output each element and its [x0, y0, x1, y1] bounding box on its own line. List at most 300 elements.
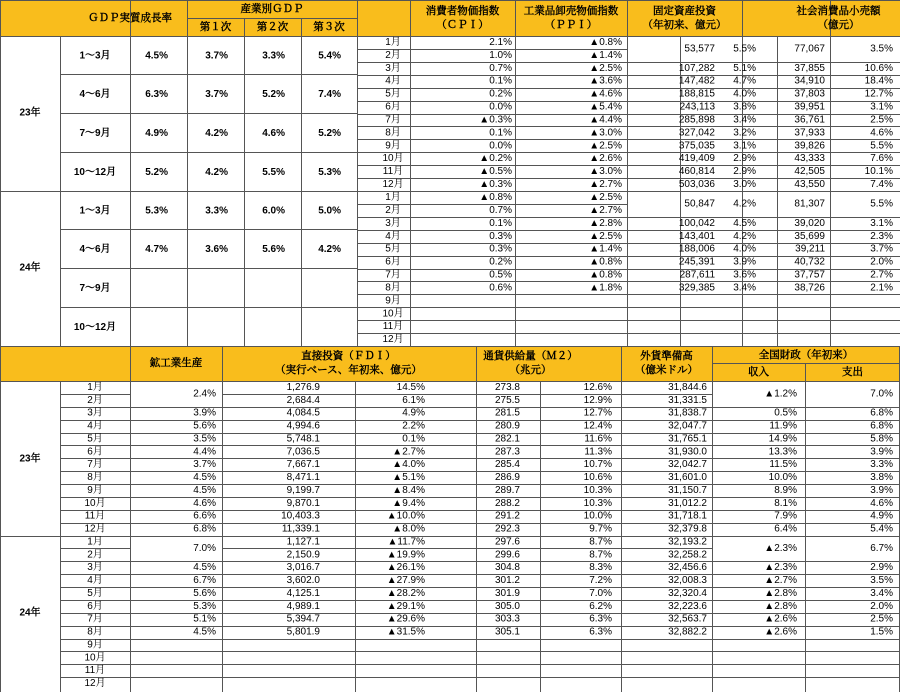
fdi-value: 4,084.5: [286, 407, 320, 419]
money-supply-value: 285.4: [494, 459, 520, 471]
retail-sales-header: 社会消費品小売額: [796, 5, 881, 17]
fixed-asset-investment-value: 503,036: [678, 179, 715, 191]
fx-reserves-value: 31,718.1: [668, 510, 707, 522]
ppi-value: ▲2.6%: [589, 153, 622, 165]
tertiary-industry-header: 第３次: [313, 21, 345, 33]
cpi-value: 0.5%: [489, 269, 512, 281]
retail-sales-growth: 3.5%: [870, 43, 893, 55]
fixed-asset-investment-growth: 4.0%: [733, 243, 756, 255]
retail-sales-growth: 7.6%: [870, 153, 893, 165]
primary-industry-header: 第１次: [199, 21, 232, 33]
quarter-label: 4～6月: [79, 89, 111, 100]
retail-sales-growth: 12.7%: [864, 88, 893, 100]
expenditure-header: 支出: [842, 366, 863, 378]
month-label: 3月: [87, 407, 103, 419]
money-supply-growth: 12.4%: [583, 420, 612, 432]
fx-reserves-header: 外貨準備高: [640, 350, 693, 362]
cpi-value: 0.1%: [489, 127, 512, 139]
retail-sales-growth: 2.3%: [870, 230, 893, 242]
fixed-asset-investment-value: 188,815: [678, 88, 715, 100]
expenditure-value: 6.7%: [870, 542, 893, 554]
secondary-industry-header: 第２次: [256, 21, 289, 33]
ppi-value: ▲4.4%: [589, 114, 622, 126]
industrial-production-value: 4.5%: [193, 484, 216, 496]
industrial-production-value: 6.8%: [193, 523, 216, 535]
month-label: 6月: [385, 256, 401, 268]
month-label: 4月: [385, 230, 401, 242]
expenditure-value: 5.4%: [870, 523, 893, 535]
fdi-value: 4,989.1: [286, 600, 320, 612]
fx-reserves-value: 32,563.7: [668, 613, 707, 625]
expenditure-value: 2.9%: [870, 562, 893, 574]
cpi-value: ▲0.5%: [479, 166, 512, 178]
retail-sales-value: 37,855: [794, 62, 825, 74]
industrial-production-value: 5.3%: [193, 600, 216, 612]
retail-sales-value: 39,211: [795, 243, 825, 255]
month-label: 7月: [385, 114, 401, 126]
money-supply-value: 280.9: [494, 420, 520, 432]
month-label: 1月: [87, 536, 103, 548]
fdi-value: 9,870.1: [286, 497, 320, 509]
month-label: 7月: [385, 269, 401, 281]
money-supply-growth: 12.6%: [583, 381, 612, 393]
month-label: 7月: [87, 459, 103, 471]
money-supply-growth: 10.7%: [583, 459, 612, 471]
month-label: 1月: [87, 381, 103, 393]
revenue-value: 6.4%: [774, 523, 797, 535]
fdi-value: 5,801.9: [286, 626, 320, 638]
month-label: 8月: [87, 626, 103, 638]
ppi-value: ▲1.8%: [589, 282, 622, 294]
ppi-value: ▲1.4%: [589, 49, 622, 61]
revenue-value: ▲2.7%: [764, 575, 797, 587]
expenditure-value: 7.0%: [870, 388, 893, 400]
retail-sales-value: 37,803: [794, 88, 825, 100]
fdi-growth: ▲8.0%: [392, 523, 425, 535]
month-label: 6月: [87, 600, 103, 612]
retail-sales-value: 40,732: [794, 256, 825, 268]
money-supply-growth: 6.3%: [589, 626, 612, 638]
fdi-value: 11,339.1: [281, 523, 320, 535]
fixed-asset-investment-value: 188,006: [678, 243, 715, 255]
fdi-value: 10,403.3: [281, 510, 320, 522]
fdi-value: 2,684.4: [286, 394, 320, 406]
industrial-production-value: 5.6%: [193, 420, 216, 432]
retail-sales-growth: 5.5%: [870, 198, 893, 210]
money-supply-growth: 7.0%: [589, 587, 612, 599]
fdi-growth: ▲8.4%: [392, 484, 425, 496]
fx-reserves-value: 32,379.8: [668, 523, 707, 535]
retail-sales-growth: 3.7%: [870, 243, 893, 255]
retail-sales-value: 37,933: [794, 127, 825, 139]
money-supply-growth: 6.2%: [589, 600, 612, 612]
fx-reserves-value: 31,765.1: [668, 433, 707, 445]
retail-sales-value: 39,951: [794, 101, 825, 113]
fdi-growth: 6.1%: [402, 394, 425, 406]
cpi-value: ▲0.3%: [479, 114, 512, 126]
fixed-asset-investment-value: 53,577: [684, 43, 715, 55]
fx-reserves-value: 31,331.5: [668, 394, 707, 406]
money-supply-growth: 9.7%: [589, 523, 612, 535]
cpi-value: 0.7%: [489, 62, 512, 74]
fdi-growth: ▲19.9%: [386, 549, 425, 561]
retail-sales-value: 77,067: [794, 43, 825, 55]
year-label-2023: 23年: [19, 453, 41, 465]
month-label: 12月: [382, 334, 404, 346]
retail-sales-value: 81,307: [794, 198, 825, 210]
quarter-label: 10～12月: [73, 167, 117, 178]
fx-reserves-value: 32,223.6: [668, 600, 707, 612]
money-supply-value: 273.8: [494, 381, 520, 393]
money-supply-value: 304.8: [494, 562, 520, 574]
money-supply-growth: 7.2%: [589, 575, 612, 587]
fdi-value: 7,036.5: [286, 446, 320, 458]
expenditure-value: 3.3%: [870, 459, 893, 471]
expenditure-value: 3.4%: [870, 587, 893, 599]
ppi-value: ▲5.4%: [589, 101, 622, 113]
ppi-value: ▲2.8%: [589, 217, 622, 229]
fdi-growth: ▲5.1%: [392, 472, 425, 484]
month-label: 1月: [385, 192, 401, 203]
fdi-growth: ▲2.7%: [392, 446, 425, 458]
fdi-header-sub: （実行ベース、年初来、億元）: [275, 364, 422, 376]
primary-industry-value: 4.2%: [205, 167, 228, 178]
fdi-growth: ▲9.4%: [392, 497, 425, 509]
month-label: 6月: [87, 446, 103, 458]
retail-sales-value: 38,726: [794, 282, 825, 294]
ppi-value: ▲2.5%: [589, 192, 622, 203]
expenditure-value: 6.8%: [870, 407, 893, 419]
money-supply-growth: 6.3%: [589, 613, 612, 625]
fdi-value: 1,276.9: [286, 381, 320, 393]
fx-reserves-value: 31,838.7: [668, 407, 707, 419]
month-label: 7月: [87, 613, 103, 625]
month-label: 11月: [382, 321, 404, 333]
retail-sales-value: 37,757: [794, 269, 825, 281]
year-label-2024: 24年: [19, 262, 41, 274]
money-supply-value: 288.2: [494, 497, 520, 509]
retail-sales-value: 36,761: [794, 114, 825, 126]
money-supply-value: 301.9: [494, 587, 520, 599]
national-finance-header: 全国財政（年初来）: [758, 349, 854, 361]
retail-sales-value: 39,826: [794, 140, 825, 152]
expenditure-value: 4.9%: [870, 510, 893, 522]
month-label: 5月: [87, 587, 103, 599]
fixed-asset-investment-growth: 3.8%: [733, 101, 756, 113]
retail-sales-growth: 4.6%: [870, 127, 893, 139]
fdi-growth: 0.1%: [402, 433, 425, 445]
month-label: 3月: [87, 562, 103, 574]
money-supply-value: 282.1: [494, 433, 520, 445]
fixed-asset-investment-growth: 4.0%: [733, 88, 756, 100]
cpi-value: 0.3%: [489, 230, 512, 242]
tertiary-industry-value: 5.0%: [318, 205, 341, 217]
fdi-header: 直接投資（ＦＤＩ）: [301, 350, 396, 362]
industrial-production-header: 鉱工業生産: [149, 357, 203, 369]
month-label: 10月: [382, 308, 404, 320]
primary-industry-value: 3.6%: [205, 244, 228, 255]
gdp-growth-value: 4.9%: [145, 128, 168, 139]
fx-reserves-value: 32,042.7: [668, 459, 707, 471]
industrial-production-value: 6.7%: [193, 575, 216, 587]
fixed-asset-investment-growth: 3.9%: [733, 256, 756, 268]
fdi-value: 2,150.9: [286, 549, 320, 561]
month-label: 12月: [84, 678, 106, 690]
retail-sales-growth: 10.1%: [864, 166, 893, 178]
quarter-label: 1～3月: [79, 50, 111, 62]
tertiary-industry-value: 7.4%: [318, 89, 341, 100]
cpi-header: 消費者物価指数: [425, 5, 500, 17]
ppi-value: ▲0.8%: [589, 256, 622, 268]
expenditure-value: 5.8%: [870, 433, 893, 445]
industrial-production-value: 6.6%: [193, 510, 216, 522]
revenue-value: ▲2.8%: [764, 600, 797, 612]
money-supply-value: 305.1: [494, 626, 520, 638]
revenue-value: ▲2.8%: [764, 587, 797, 599]
fdi-value: 3,602.0: [286, 575, 320, 587]
retail-sales-growth: 3.1%: [870, 217, 893, 229]
expenditure-value: 6.8%: [870, 420, 893, 432]
gdp-growth-value: 4.5%: [145, 50, 168, 62]
fixed-asset-investment-value: 327,042: [678, 127, 715, 139]
fx-reserves-value: 31,844.6: [668, 381, 707, 393]
fixed-asset-investment-value: 375,035: [678, 140, 715, 152]
month-label: 11月: [382, 166, 404, 178]
ppi-value: ▲3.0%: [589, 127, 622, 139]
expenditure-value: 3.8%: [870, 472, 893, 484]
retail-sales-value: 35,699: [794, 230, 825, 242]
fixed-asset-investment-growth: 3.6%: [733, 269, 756, 281]
month-label: 12月: [84, 523, 106, 535]
month-label: 3月: [385, 217, 401, 229]
money-supply-growth: 10.3%: [583, 484, 612, 496]
fdi-value: 8,471.1: [286, 472, 320, 484]
year-label-2024: 24年: [19, 607, 41, 619]
fx-reserves-value: 32,008.3: [668, 575, 707, 587]
fx-reserves-value: 31,150.7: [668, 484, 707, 496]
month-label: 8月: [385, 282, 401, 294]
fx-reserves-value: 31,601.0: [668, 472, 707, 484]
secondary-industry-value: 4.6%: [262, 128, 285, 139]
primary-industry-value: 4.2%: [205, 128, 228, 139]
revenue-value: 7.9%: [774, 510, 797, 522]
fixed-asset-investment-growth: 3.4%: [733, 114, 756, 126]
revenue-value: 10.0%: [768, 472, 797, 484]
fx-reserves-value: 32,258.2: [668, 549, 707, 561]
fixed-asset-investment-value: 287,611: [679, 269, 715, 281]
fdi-growth: ▲28.2%: [386, 587, 425, 599]
fx-reserves-value: 31,012.2: [668, 497, 707, 509]
money-supply-value: 301.2: [494, 575, 520, 587]
fdi-value: 7,667.1: [286, 459, 320, 471]
quarter-label: 4～6月: [79, 244, 111, 255]
industrial-production-value: 3.9%: [193, 407, 216, 419]
retail-sales-header-sub: （億元）: [817, 19, 860, 31]
month-label: 6月: [385, 101, 401, 113]
industrial-production-value: 5.1%: [193, 613, 216, 625]
fdi-value: 1,127.1: [286, 536, 320, 548]
fixed-asset-investment-growth: 4.7%: [733, 75, 756, 87]
revenue-value: 13.3%: [768, 446, 797, 458]
fx-reserves-value: 32,882.2: [668, 626, 707, 638]
revenue-value: 11.9%: [769, 420, 797, 432]
money-supply-growth: 8.3%: [589, 562, 612, 574]
ppi-value: ▲4.6%: [589, 88, 622, 100]
money-supply-value: 305.0: [494, 600, 520, 612]
fixed-asset-investment-header-sub: （年初来、億元）: [642, 19, 727, 31]
fixed-asset-investment-value: 100,042: [678, 217, 715, 229]
fixed-asset-investment-value: 147,482: [678, 75, 715, 87]
gdp-growth-value: 5.3%: [145, 205, 168, 217]
money-supply-growth: 10.6%: [583, 472, 612, 484]
expenditure-value: 2.0%: [870, 600, 893, 612]
fixed-asset-investment-growth: 5.1%: [733, 62, 756, 74]
fixed-asset-investment-growth: 3.0%: [733, 179, 756, 191]
ppi-value: ▲2.5%: [589, 140, 622, 152]
fx-reserves-value: 32,320.4: [668, 587, 707, 599]
fixed-asset-investment-value: 243,113: [679, 101, 715, 113]
primary-industry-value: 3.3%: [205, 205, 228, 217]
retail-sales-value: 42,505: [794, 166, 825, 178]
fx-reserves-value: 32,456.6: [668, 562, 707, 574]
money-supply-growth: 12.9%: [583, 394, 612, 406]
cpi-value: 2.1%: [489, 36, 512, 48]
fdi-growth: ▲10.0%: [386, 510, 425, 522]
money-supply-growth: 10.0%: [583, 510, 612, 522]
fdi-growth: ▲11.7%: [387, 536, 425, 548]
fdi-growth: ▲4.0%: [392, 459, 425, 471]
month-label: 9月: [385, 295, 401, 307]
fixed-asset-investment-growth: 3.2%: [733, 127, 756, 139]
ppi-value: ▲2.5%: [589, 62, 622, 74]
revenue-value: ▲2.3%: [764, 542, 797, 554]
money-supply-growth: 8.7%: [589, 536, 612, 548]
money-supply-header-sub: （兆元）: [509, 364, 552, 376]
revenue-value: 11.5%: [769, 459, 797, 471]
industrial-production-value: 3.5%: [193, 433, 216, 445]
revenue-header: 収入: [748, 366, 769, 378]
year-label-2023: 23年: [19, 107, 41, 119]
fdi-value: 4,125.1: [286, 587, 320, 599]
retail-sales-value: 43,333: [794, 153, 825, 165]
retail-sales-value: 39,020: [794, 217, 825, 229]
money-supply-growth: 11.3%: [584, 446, 612, 458]
money-supply-header: 通貨供給量（Ｍ２）: [483, 350, 578, 362]
ppi-value: ▲3.6%: [589, 75, 622, 87]
fdi-growth: ▲29.1%: [386, 600, 425, 612]
month-label: 12月: [382, 179, 404, 191]
gdp-by-industry-header: 産業別ＧＤＰ: [240, 3, 304, 15]
cpi-value: 0.2%: [489, 88, 512, 100]
month-label: 2月: [385, 204, 401, 216]
fdi-value: 4,994.6: [286, 420, 320, 432]
money-supply-growth: 11.6%: [584, 433, 612, 445]
fixed-asset-investment-value: 143,401: [678, 230, 715, 242]
gdp-growth-value: 6.3%: [145, 89, 168, 100]
month-label: 5月: [385, 243, 401, 255]
cpi-value: 0.1%: [489, 75, 512, 87]
expenditure-value: 1.5%: [870, 626, 893, 638]
gdp-growth-value: 4.7%: [145, 244, 168, 255]
month-label: 9月: [385, 140, 401, 152]
cpi-value: ▲0.8%: [479, 192, 512, 203]
gdp-growth-header: ＧＤＰ実質成長率: [88, 12, 172, 24]
fixed-asset-investment-value: 329,385: [678, 282, 715, 294]
revenue-value: ▲2.6%: [764, 613, 797, 625]
tertiary-industry-value: 5.4%: [318, 50, 341, 62]
month-label: 3月: [385, 62, 401, 74]
industrial-production-value: 4.5%: [193, 562, 216, 574]
ppi-value: ▲2.5%: [589, 230, 622, 242]
fdi-growth: ▲26.1%: [386, 562, 425, 574]
money-supply-growth: 10.3%: [583, 497, 612, 509]
quarter-label: 7～9月: [79, 283, 111, 294]
retail-sales-growth: 10.6%: [864, 62, 893, 74]
month-label: 5月: [87, 433, 103, 445]
month-label: 4月: [87, 575, 103, 587]
month-label: 11月: [84, 510, 106, 522]
cpi-value: 0.3%: [489, 243, 512, 255]
cpi-value: 0.6%: [489, 282, 512, 294]
expenditure-value: 2.5%: [870, 613, 893, 625]
tertiary-industry-value: 4.2%: [318, 244, 341, 255]
cpi-value: 1.0%: [489, 49, 512, 61]
industrial-production-value: 4.5%: [193, 626, 216, 638]
fdi-value: 5,748.1: [286, 433, 320, 445]
retail-sales-growth: 18.4%: [864, 75, 893, 87]
fixed-asset-investment-value: 460,814: [678, 166, 715, 178]
fixed-asset-investment-value: 419,409: [678, 153, 715, 165]
quarter-label: 10～12月: [73, 322, 117, 333]
retail-sales-growth: 2.5%: [870, 114, 893, 126]
secondary-industry-value: 3.3%: [262, 50, 285, 62]
cpi-header-sub: （ＣＰＩ）: [436, 19, 489, 31]
cpi-value: ▲0.3%: [479, 179, 512, 191]
revenue-value: 14.9%: [768, 433, 797, 445]
ppi-header-sub: （ＰＰＩ）: [544, 19, 598, 31]
fx-reserves-header-sub: （億米ドル）: [635, 364, 698, 376]
fx-reserves-value: 32,047.7: [668, 420, 707, 432]
month-label: 8月: [385, 127, 401, 139]
money-supply-value: 289.7: [494, 484, 520, 496]
quarter-label: 1～3月: [79, 205, 111, 217]
money-supply-growth: 12.7%: [583, 407, 612, 419]
month-label: 4月: [87, 420, 103, 432]
fixed-asset-investment-value: 245,391: [678, 256, 715, 268]
revenue-value: ▲2.6%: [764, 626, 797, 638]
industrial-production-value: 3.7%: [193, 459, 216, 471]
industrial-production-value: 4.6%: [193, 497, 216, 509]
ppi-value: ▲0.8%: [589, 36, 622, 48]
ppi-value: ▲0.8%: [589, 269, 622, 281]
month-label: 9月: [87, 484, 103, 496]
cpi-value: 0.2%: [489, 256, 512, 268]
gdp-growth-value: 5.2%: [145, 167, 168, 178]
month-label: 10月: [84, 652, 106, 664]
fixed-asset-investment-growth: 4.2%: [733, 230, 756, 242]
fdi-value: 5,394.7: [286, 613, 320, 625]
fixed-asset-investment-growth: 3.1%: [733, 140, 756, 152]
fdi-growth: 14.5%: [396, 381, 425, 393]
primary-industry-value: 3.7%: [205, 50, 228, 62]
ppi-value: ▲3.0%: [589, 166, 622, 178]
industrial-production-value: 2.4%: [193, 388, 216, 400]
money-supply-value: 303.3: [494, 613, 520, 625]
fixed-asset-investment-growth: 5.5%: [733, 43, 756, 55]
month-label: 11月: [84, 665, 106, 677]
revenue-value: 8.1%: [774, 497, 797, 509]
money-supply-value: 281.5: [494, 407, 520, 419]
